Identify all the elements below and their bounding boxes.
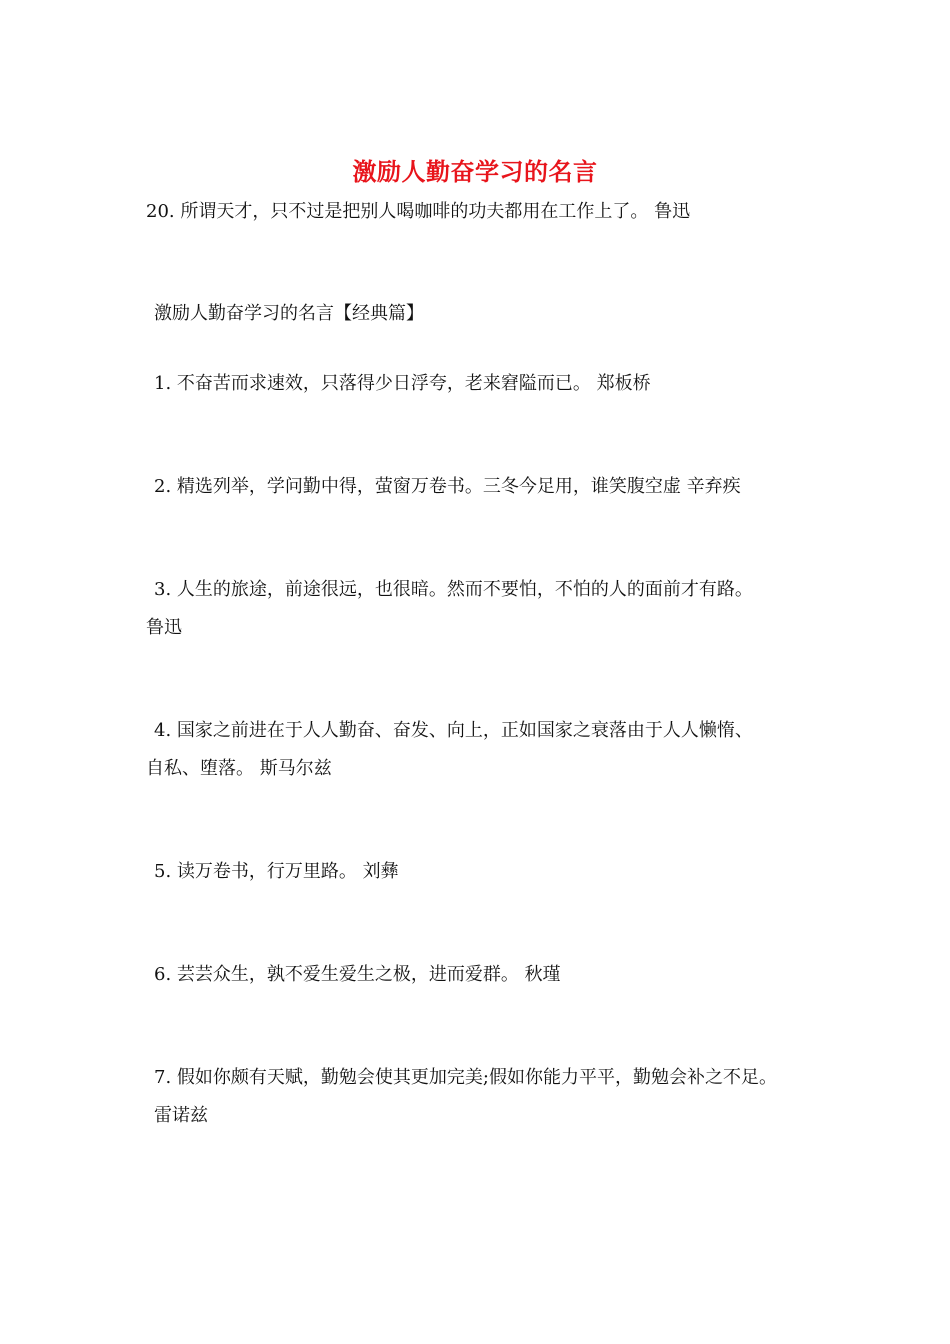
quote-2-line-1: 2. 精选列举，学问勤中得，萤窗万卷书。三冬今足用，谁笑腹空虚 辛弃疾 <box>154 476 741 497</box>
intro-quote: 20. 所谓天才，只不过是把别人喝咖啡的功夫都用在工作上了。 鲁迅 <box>146 201 691 222</box>
quote-3-line-2: 鲁迅 <box>146 617 182 638</box>
quote-3-line-1: 3. 人生的旅途，前途很远，也很暗。然而不要怕，不怕的人的面前才有路。 <box>154 579 753 600</box>
quote-7-line-1: 7. 假如你颇有天赋，勤勉会使其更加完美;假如你能力平平，勤勉会补之不足。 <box>154 1067 777 1088</box>
section-heading: 激励人勤奋学习的名言【经典篇】 <box>154 303 424 324</box>
quote-5-line-1: 5. 读万卷书，行万里路。 刘彝 <box>154 861 399 882</box>
quote-1-line-1: 1. 不奋苦而求速效，只落得少日浮夸，老来窘隘而已。 郑板桥 <box>154 373 651 394</box>
quote-4-line-2: 自私、堕落。 斯马尔兹 <box>146 758 332 779</box>
quote-6-line-1: 6. 芸芸众生，孰不爱生爱生之极，进而爱群。 秋瑾 <box>154 964 561 985</box>
quote-4-line-1: 4. 国家之前进在于人人勤奋、奋发、向上，正如国家之衰落由于人人懒惰、 <box>154 720 753 741</box>
document-title: 激励人勤奋学习的名言 <box>352 157 598 186</box>
quote-7-line-2: 雷诺兹 <box>154 1105 208 1126</box>
